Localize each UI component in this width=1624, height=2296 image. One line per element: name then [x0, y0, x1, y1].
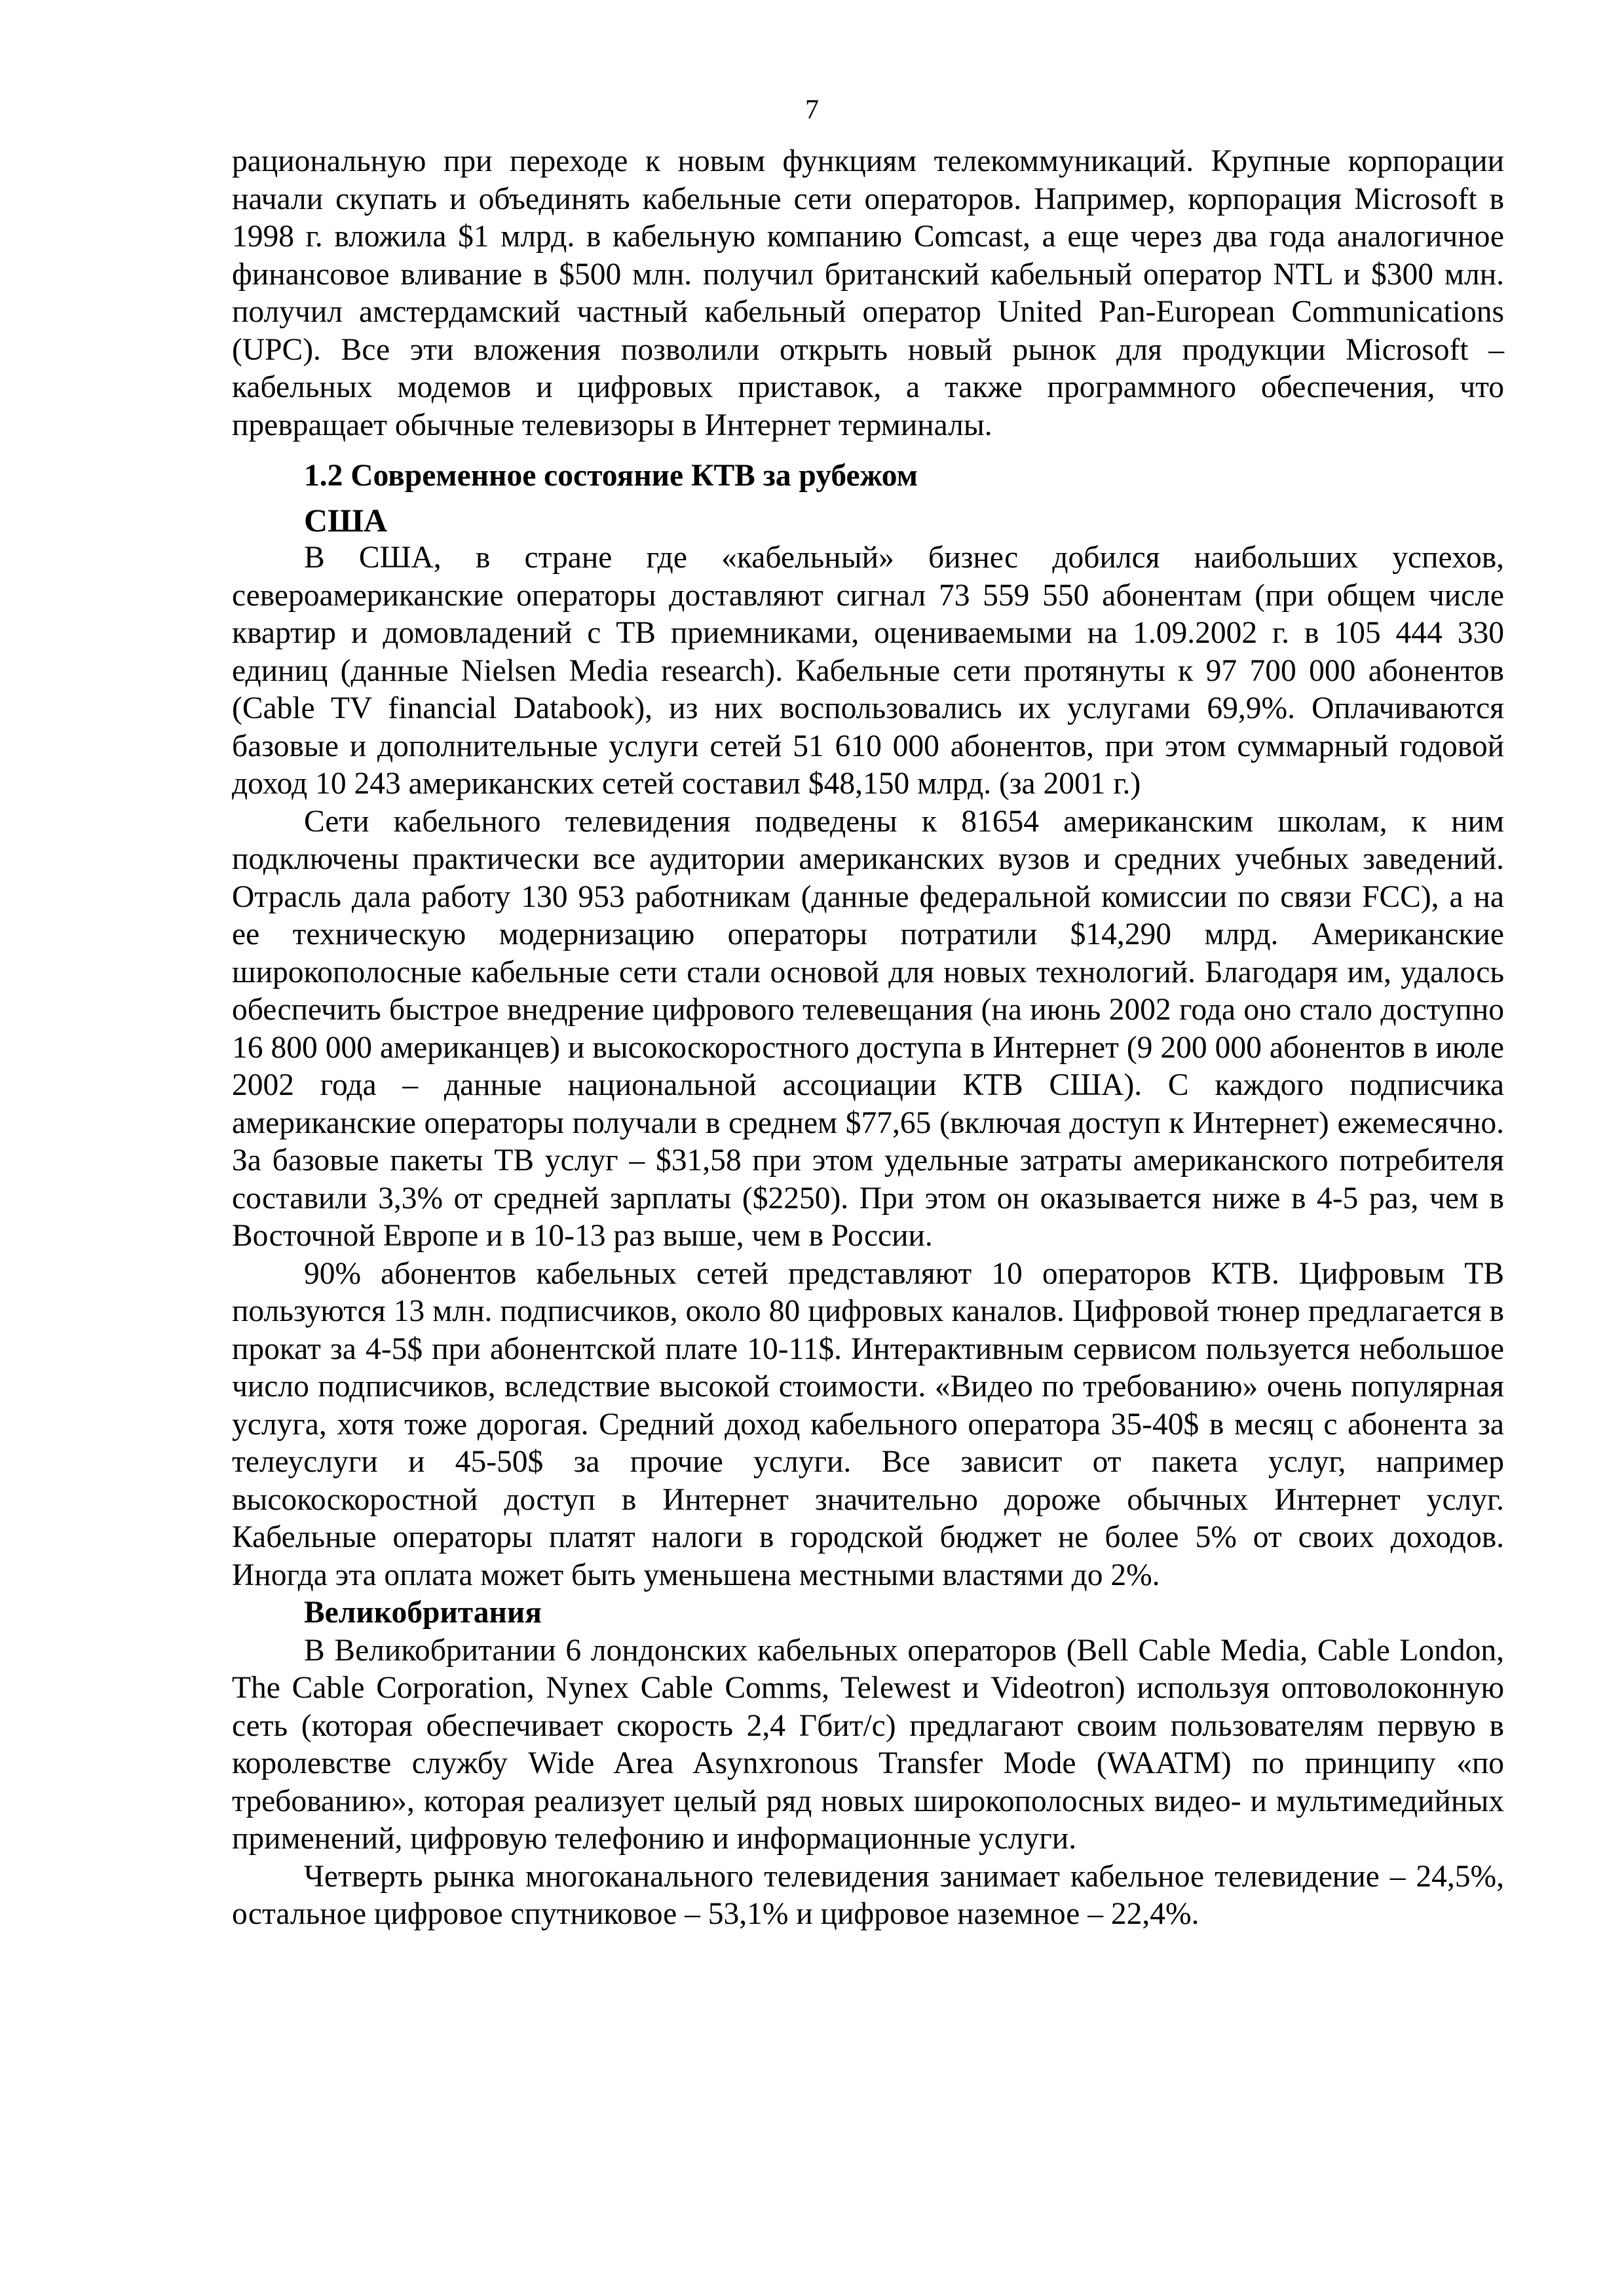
- subheading-uk: Великобритания: [304, 1596, 542, 1630]
- paragraph-usa-3: 90% абонентов кабельных сетей представляют 10 операторов КТВ. Цифровым ТВ пользуются 13 млн. подписчиков, около 80 цифровых каналов. Цифровой тюнер предлагается в прокат за 4-5$ при абонентской плате 10-11$. Интерактивным сервисом пользуется небольшое число подписчиков, вследствие высокой стоимости. «Видео по требованию» очень популярная услуга, хотя тоже дорогая. Средний доход кабельного оператора 35-40$ в месяц с абонента за телеуслуги и 45-50$ за прочие услуги. Все зависит от пакета услуг, например высокоскоростной доступ в Интернет значительно дороже обычных Интернет услуг. Кабельные операторы платят налоги в городской бюджет не более 5% от своих доходов. Иногда эта оплата может быть уменьшена местными властями до 2%.: [232, 1256, 1504, 1592]
- paragraph-uk-2: Четверть рынка многоканального телевидения занимает кабельное телевидение – 24,5%, остальное цифровое спутниковое – 53,1% и цифровое наземное – 22,4%.: [232, 1859, 1504, 1931]
- page-body: [232, 143, 1504, 1934]
- section-heading: 1.2 Современное состояние КТВ за рубежом: [304, 459, 918, 493]
- paragraph-usa-1: В США, в стране где «кабельный» бизнес добился наибольших успехов, североамериканские операторы доставляют сигнал 73 559 550 абонентам (при общем числе квартир и домовладений с ТВ приемниками, оцениваемыми на 1.09.2002 г. в 105 444 330 единиц (данные Nielsen Media research). Кабельные сети протянуты к 97 700 000 абонентов (Cable TV financial Databook), из них воспользовались их услугами 69,9%. Оплачиваются базовые и дополнительные услуги сетей 51 610 000 абонентов, при этом суммарный годовой доход 10 243 американских сетей составил $48,150 млрд. (за 2001 г.): [232, 541, 1504, 801]
- paragraph-intro: рациональную при переходе к новым функциям телекоммуникаций. Крупные корпорации начали скупать и объединять кабельные сети операторов. Например, корпорация Microsoft в 1998 г. вложила $1 млрд. в кабельную компанию Comcast, а еще через два года аналогичное финансовое вливание в $500 млн. получил британский кабельный оператор NTL и $300 млн. получил амстердамский частный кабельный оператор United Pan-European Communications (UPC). Все эти вложения позволили открыть новый рынок для продукции Microsoft – кабельных модемов и цифровых приставок, а также программного обеспечения, что превращает обычные телевизоры в Интернет терминалы.: [232, 144, 1504, 442]
- paragraph-uk-1: В Великобритании 6 лондонских кабельных операторов (Bell Cable Media, Cable London, The Cable Corporation, Nynex Cable Comms, Telewest и Videotron) используя оптоволоконную сеть (которая обеспечивает скорость 2,4 Гбит/с) предлагают своим пользователям первую в королевстве службу Wide Area Asynxronous Transfer Mode (WAATM) по принципу «по требованию», которая реализует целый ряд новых широкополосных видео- и мультимедийных применений, цифровую телефонию и информационные услуги.: [232, 1633, 1504, 1856]
- paragraph-usa-2: Сети кабельного телевидения подведены к 81654 американским школам, к ним подключены практически все аудитории американских вузов и средних учебных заведений. Отрасль дала работу 130 953 работникам (данные федеральной комиссии по связи FCC), а на ее техническую модернизацию операторы потратили $14,290 млрд. Американские широкополосные кабельные сети стали основой для новых технологий. Благодаря им, удалось обеспечить быстрое внедрение цифрового телевещания (на июнь 2002 года оно стало доступно 16 800 000 американцев) и высокоскоростного доступа в Интернет (9 200 000 абонентов в июле 2002 года – данные национальной ассоциации КТВ США). С каждого подписчика американские операторы получали в среднем $77,65 (включая доступ к Интернет) ежемесячно. За базовые пакеты ТВ услуг – $31,58 при этом удельные затраты американского потребителя составили 3,3% от средней зарплаты ($2250). При этом он оказывается ниже в 4-5 раз, чем в Восточной Европе и в 10-13 раз выше, чем в России.: [232, 804, 1504, 1253]
- subheading-usa: США: [304, 501, 388, 539]
- page-number: 7: [805, 95, 819, 125]
